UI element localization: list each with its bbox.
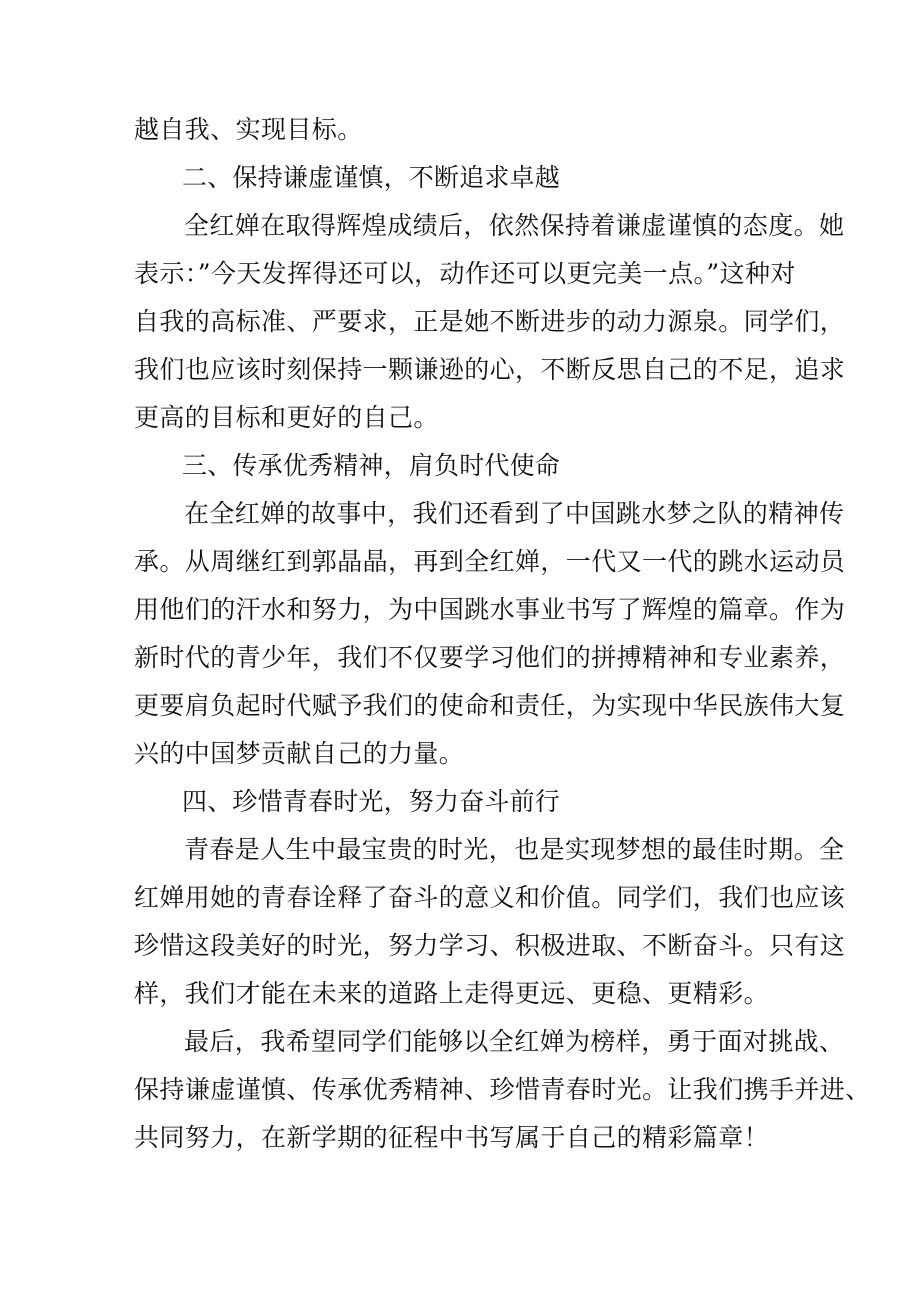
paragraph-line: 更高的目标和更好的自己。 [134,403,439,432]
paragraph-line: 表示：”今天发挥得还可以，动作还可以更完美一点。”这种对 [134,259,796,288]
paragraph-line: 在全红婵的故事中，我们还看到了中国跳水梦之队的精神传 [184,499,845,528]
paragraph [134,826,846,1018]
paragraph-line: 兴的中国梦贡献自己的力量。 [134,739,465,768]
paragraph-line: 珍惜这段美好的时光，努力学习、积极进取、不断奋斗。只有这 [134,931,846,960]
section-heading: 三、传承优秀精神，肩负时代使命 [182,451,561,480]
paragraph-line: 越自我、实现目标。 [134,115,363,144]
section-heading: 二、保持谦虚谨慎，不断追求卓越 [182,163,561,192]
paragraph-line: 红婵用她的青春诠释了奋斗的意义和价值。同学们，我们也应该 [134,883,846,912]
paragraph-line: 青春是人生中最宝贵的时光，也是实现梦想的最佳时期。全 [184,835,845,864]
paragraph-line: 自我的高标准、严要求，正是她不断进步的动力源泉。同学们， [134,307,846,336]
paragraph-line: 更要肩负起时代赋予我们的使命和责任，为实现中华民族伟大复 [134,691,846,720]
paragraph [134,490,846,778]
paragraph-line: 我们也应该时刻保持一颗谦逊的心，不断反思自己的不足，追求 [134,355,846,384]
paragraph-line: 保持谦虚谨慎、传承优秀精神、珍惜青春时光。让我们携手并进、 [134,1075,871,1104]
paragraph-line: 样，我们才能在未来的道路上走得更远、更稳、更精彩。 [134,979,770,1008]
paragraph-line: 最后，我希望同学们能够以全红婵为榜样，勇于面对挑战、 [184,1027,845,1056]
paragraph-line: 全红婵在取得辉煌成绩后，依然保持着谦虚谨慎的态度。她 [184,211,845,240]
paragraph-line: 承。从周继红到郭晶晶，再到全红婵，一代又一代的跳水运动员 [134,547,846,576]
section-heading: 四、珍惜青春时光，努力奋斗前行 [182,787,561,816]
paragraph-line: 新时代的青少年，我们不仅要学习他们的拼搏精神和专业素养， [134,643,846,672]
paragraph [134,202,846,442]
document-body [134,106,871,1162]
paragraph-line: 共同努力，在新学期的征程中书写属于自己的精彩篇章！ [134,1123,770,1152]
paragraph [134,1018,871,1162]
paragraph [134,106,810,154]
paragraph-line: 用他们的汗水和努力，为中国跳水事业书写了辉煌的篇章。作为 [134,595,846,624]
